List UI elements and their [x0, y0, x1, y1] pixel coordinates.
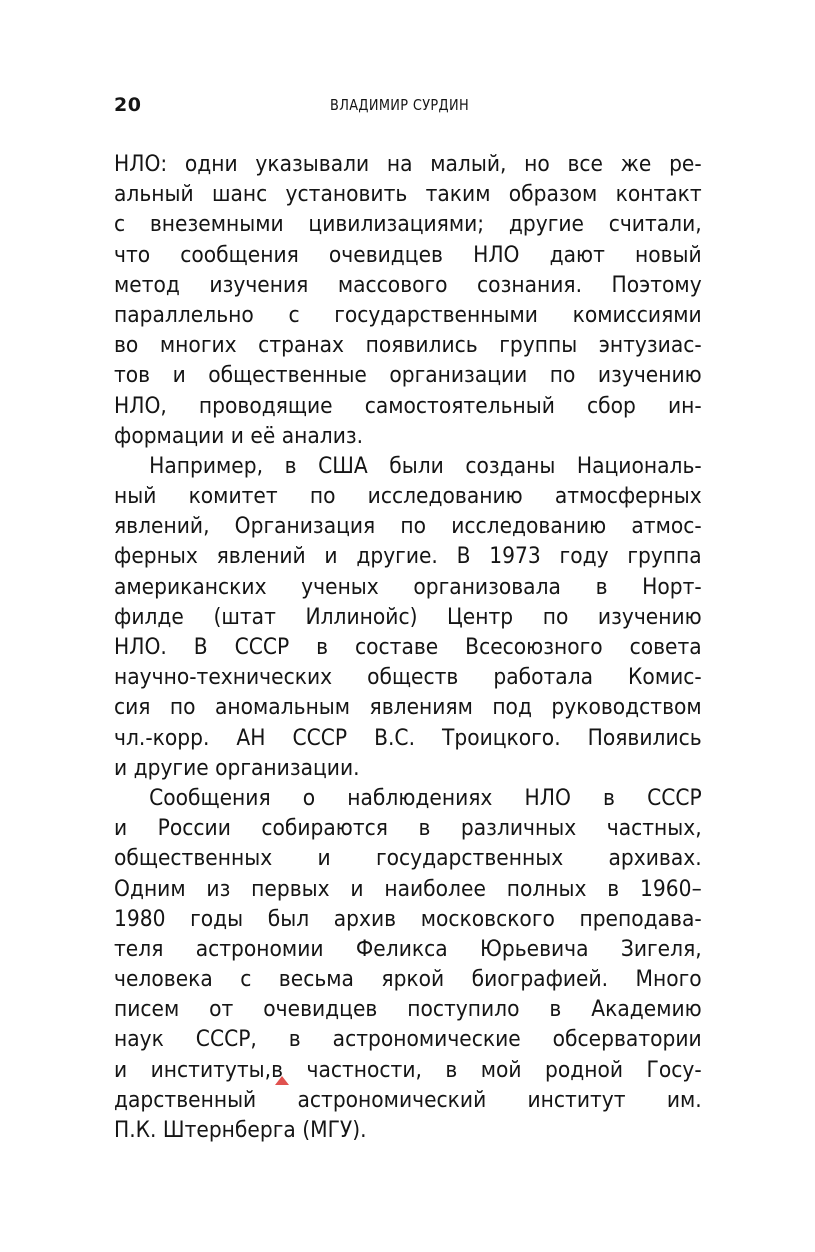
- text-line: сия по аномальным явлениям под руководством: [114, 694, 702, 721]
- text-line: и институты,в частности, в мой родной Госу-: [114, 1056, 702, 1083]
- text-line: НЛО, проводящие самостоятельный сбор ин-: [114, 392, 702, 419]
- text-line: и другие организации.: [114, 754, 360, 781]
- body-text: [114, 149, 702, 1145]
- text-line: общественных и государственных архивах.: [114, 845, 702, 872]
- text-line: во многих странах появились группы энтузиас-: [114, 332, 702, 359]
- text-line: писем от очевидцев поступило в Академию: [114, 996, 702, 1023]
- paragraph-2: [114, 451, 702, 783]
- text-line: альный шанс установить таким образом контакт: [114, 181, 702, 208]
- text-line: филде (штат Иллинойс) Центр по изучению: [114, 603, 702, 630]
- text-line: что сообщения очевидцев НЛО дают новый: [114, 241, 702, 268]
- text-line: формации и её анализ.: [114, 422, 364, 449]
- text-line: чл.-корр. АН СССР В.С. Троицкого. Появились: [114, 724, 702, 751]
- text-line: наук СССР, в астрономические обсерватории: [114, 1026, 702, 1053]
- text-line: человека с весьма яркой биографией. Много: [114, 966, 702, 993]
- text-line: американских ученых организовала в Норт-: [114, 573, 702, 600]
- text-line: П.К. Штернберга (МГУ).: [114, 1117, 367, 1143]
- text-line: дарственный астрономический институт им.: [114, 1086, 702, 1113]
- insert-caret-mark: [275, 1076, 289, 1085]
- page-number: 20: [114, 94, 142, 116]
- text-line: Одним из первых и наиболее полных в 1960–: [114, 875, 702, 902]
- paragraph-3: [114, 783, 702, 1145]
- text-line: 1980 годы был архив московского преподава-: [114, 905, 702, 932]
- text-line: ный комитет по исследованию атмосферных: [114, 483, 702, 510]
- text-line: метод изучения массового сознания. Поэтому: [114, 271, 702, 298]
- text-line: ферных явлений и другие. В 1973 году группа: [114, 543, 702, 570]
- paragraph-1: [114, 149, 702, 451]
- running-head: [114, 93, 702, 117]
- text-line: научно-технических обществ работала Комис-: [114, 664, 702, 691]
- running-head-author: ВЛАДИМИР СУРДИН: [330, 96, 469, 114]
- text-line: тов и общественные организации по изучению: [114, 362, 702, 389]
- text-line: с внеземными цивилизациями; другие считали,: [114, 211, 702, 238]
- text-line: и России собираются в различных частных,: [114, 815, 702, 842]
- text-line: Например, в США были созданы Националь-: [149, 452, 702, 479]
- text-line: параллельно с государственными комиссиями: [114, 301, 702, 328]
- text-line: НЛО: одни указывали на малый, но все же ре-: [114, 151, 702, 177]
- text-line: теля астрономии Феликса Юрьевича Зигеля,: [114, 935, 702, 962]
- text-line: НЛО. В СССР в составе Всесоюзного совета: [114, 634, 702, 660]
- text-line: явлений, Организация по исследованию атмос-: [114, 513, 702, 540]
- text-line: Сообщения о наблюдениях НЛО в СССР: [149, 784, 702, 811]
